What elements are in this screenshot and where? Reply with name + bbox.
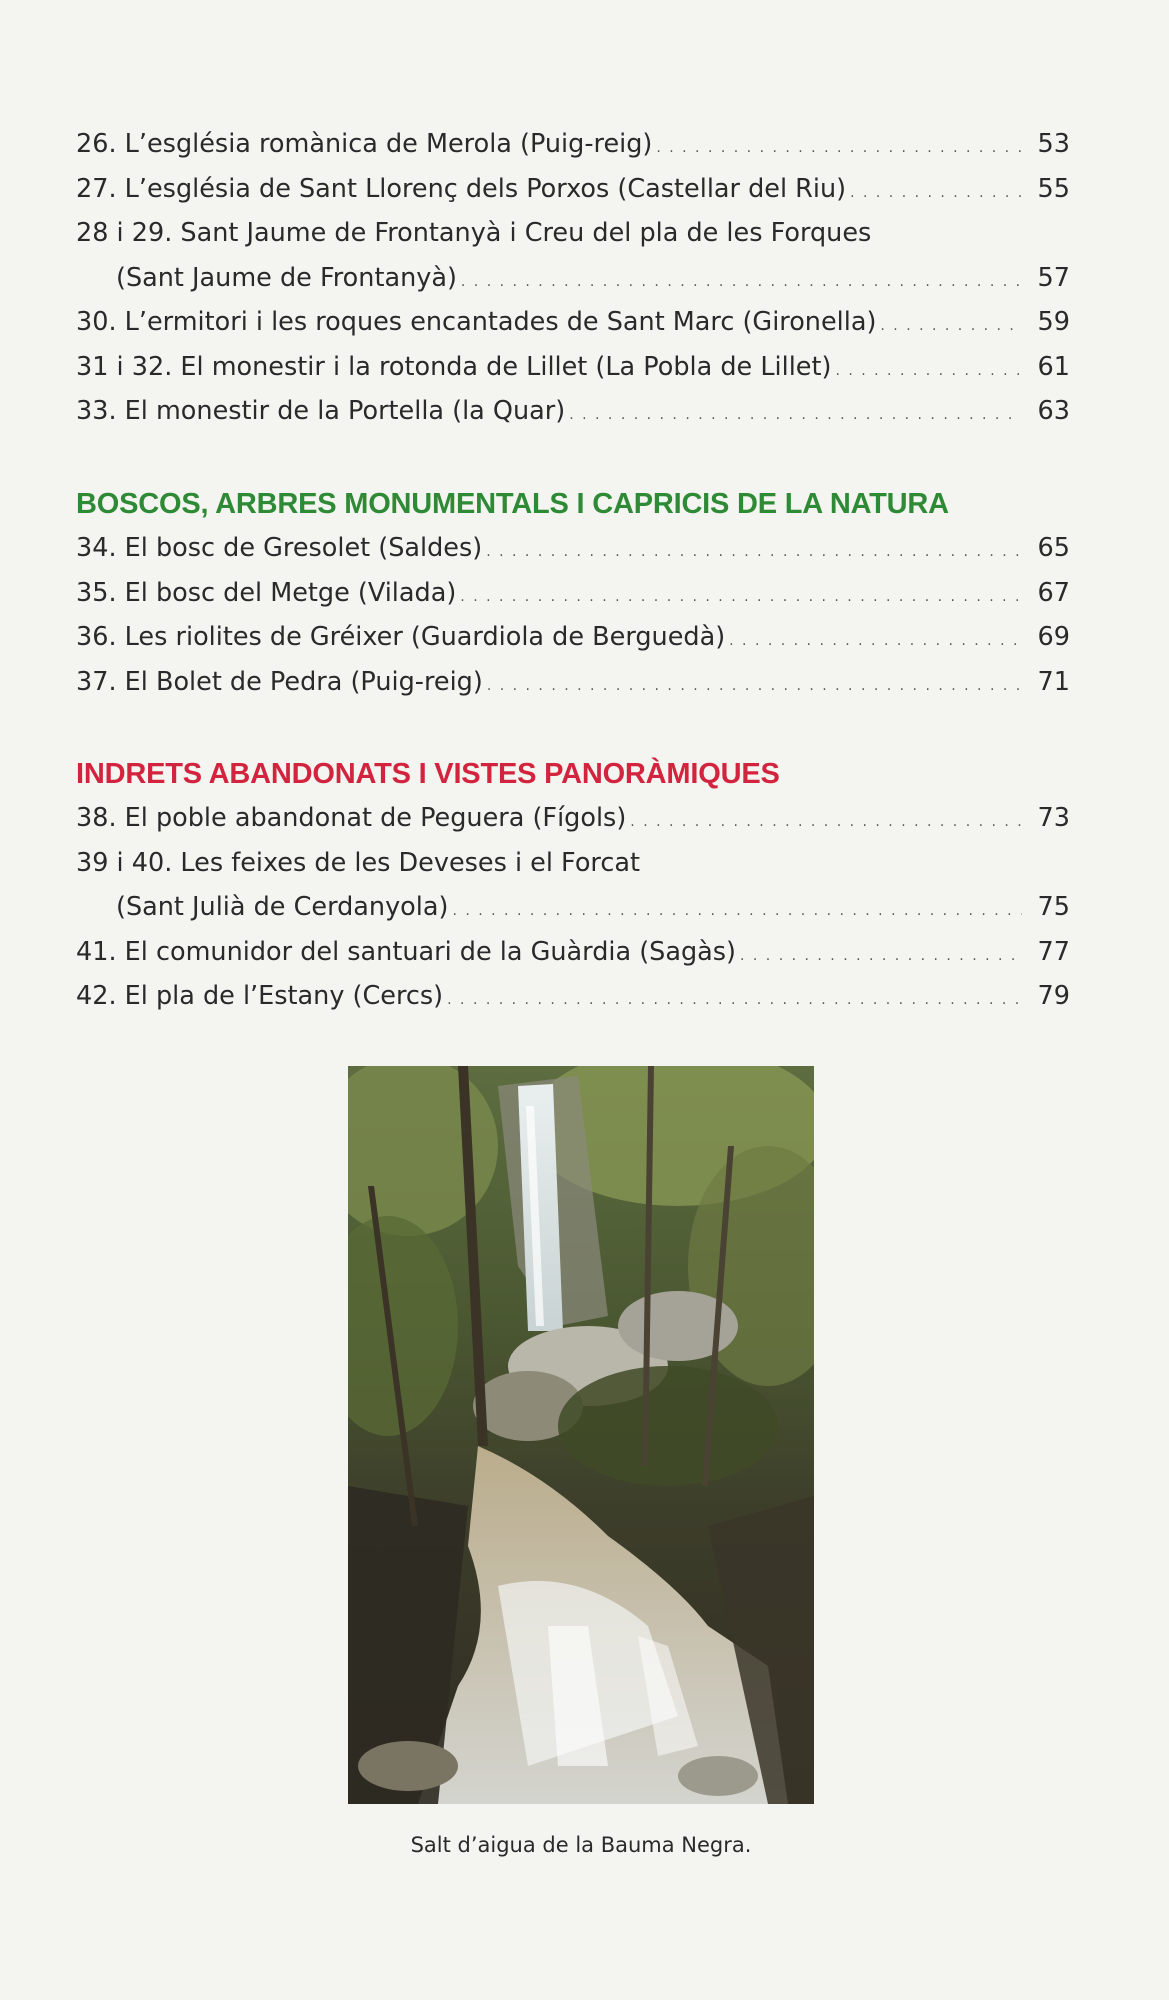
- page-number: 69: [1037, 622, 1070, 652]
- toc-entry-line2[interactable]: (Sant Julià de Cerdanyola) . . . 75: [76, 885, 1070, 930]
- page-number: 57: [1037, 262, 1070, 293]
- page-number: 61: [1037, 351, 1070, 382]
- dot-leader: [630, 800, 1022, 845]
- toc-entry-line1[interactable]: 39 i 40. Les feixes de les Deveses i el Forcat: [76, 847, 640, 878]
- page-number: 73: [1037, 803, 1070, 833]
- page-number: 71: [1037, 666, 1070, 697]
- page-number: 53: [1037, 129, 1070, 159]
- toc-entry[interactable]: 36. Les riolites de Gréixer (Guardiola de Berguedà) . . . 69: [76, 615, 1070, 660]
- page-number: 67: [1037, 577, 1070, 608]
- toc-group-forests: [76, 482, 1070, 704]
- toc-entry[interactable]: 35. El bosc del Metge (Vilada) . . . 67: [76, 571, 1070, 616]
- toc-entry[interactable]: 33. El monestir de la Portella (la Quar) . . . 63: [76, 389, 1070, 434]
- section-heading: INDRETS ABANDONATS I VISTES PANORÀMIQUES: [76, 758, 780, 790]
- page-number: 65: [1037, 533, 1070, 563]
- section-heading: BOSCOS, ARBRES MONUMENTALS I CAPRICIS DE LA NATURA: [76, 488, 949, 520]
- toc-entry[interactable]: 42. El pla de l’Estany (Cercs) . . . 79: [76, 974, 1070, 1019]
- toc-entry[interactable]: 26. L’església romànica de Merola (Puig-reig) . . . 53: [76, 122, 1070, 167]
- dot-leader: [460, 575, 1022, 620]
- toc-group-abandoned: [76, 752, 1070, 1019]
- dot-leader: [569, 393, 1022, 438]
- toc-entry[interactable]: 27. L’església de Sant Llorenç dels Porxos (Castellar del Riu) . . . 55: [76, 167, 1070, 212]
- toc-entry-line2[interactable]: (Sant Jaume de Frontanyà) . . . 57: [76, 256, 1070, 301]
- dot-leader: [850, 171, 1022, 216]
- toc-group-churches: [76, 122, 1070, 434]
- dot-leader: [835, 349, 1022, 394]
- toc-entry[interactable]: 31 i 32. El monestir i la rotonda de Lillet (La Pobla de Lillet) . . . 61: [76, 345, 1070, 390]
- page-number: 55: [1037, 173, 1070, 204]
- dot-leader: [880, 304, 1022, 349]
- dot-leader: [656, 126, 1022, 171]
- dot-leader: [740, 934, 1022, 979]
- dot-leader: [487, 664, 1022, 709]
- page-number: 75: [1037, 892, 1070, 922]
- page-number: 77: [1037, 936, 1070, 967]
- dot-leader: [447, 978, 1022, 1023]
- photo-caption: Salt d’aigua de la Bauma Negra.: [410, 1833, 752, 1857]
- dot-leader: [729, 619, 1022, 664]
- waterfall-photo: [348, 1066, 814, 1804]
- toc-entry[interactable]: 41. El comunidor del santuari de la Guàrdia (Sagàs) . . . 77: [76, 930, 1070, 975]
- page-number: 59: [1037, 307, 1070, 337]
- dot-leader: [461, 260, 1022, 305]
- dot-leader: [452, 889, 1022, 934]
- toc-entry[interactable]: 30. L’ermitori i les roques encantades de Sant Marc (Gironella) . . . 59: [76, 300, 1070, 345]
- page-number: 63: [1037, 396, 1070, 426]
- page-number: 79: [1037, 981, 1070, 1011]
- toc-entry-line1[interactable]: 28 i 29. Sant Jaume de Frontanyà i Creu del pla de les Forques: [76, 218, 872, 248]
- toc-entry[interactable]: 38. El poble abandonat de Peguera (Fígols) . . . 73: [76, 796, 1070, 841]
- dot-leader: [486, 530, 1022, 575]
- toc-entry[interactable]: 34. El bosc de Gresolet (Saldes) . . . 65: [76, 526, 1070, 571]
- toc-entry[interactable]: 37. El Bolet de Pedra (Puig-reig) . . . 71: [76, 660, 1070, 705]
